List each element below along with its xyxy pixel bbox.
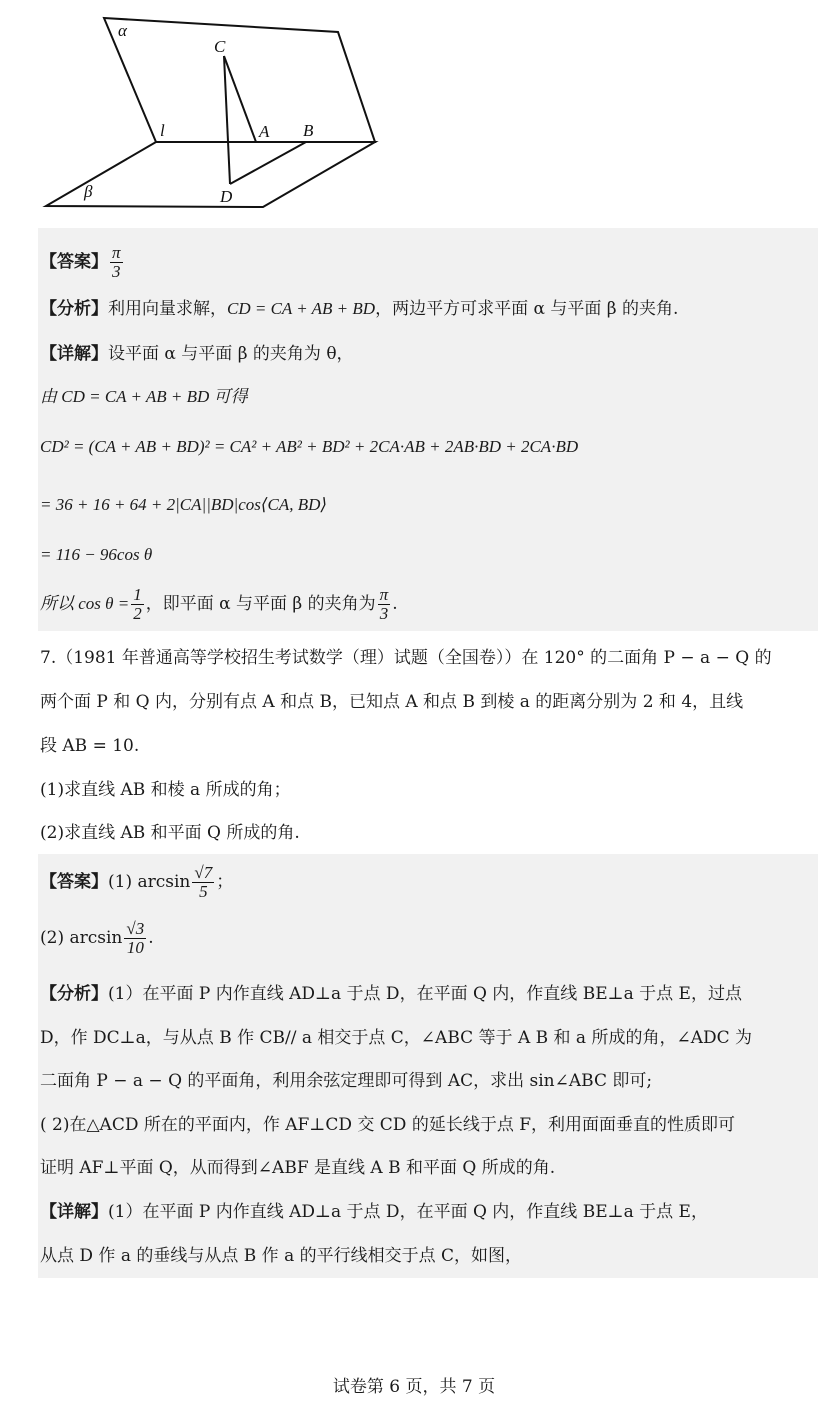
answer-line-2b: (2) arcsin $\frac{√3}{10}$ .	[40, 919, 154, 957]
label-A: A	[259, 122, 270, 141]
problem-7-line-1: 7.（1981 年普通高等学校招生考试数学（理）试题（全国卷））在 120° 的二面角 P − a − Q 的	[40, 648, 772, 668]
derivation-eq-2: = 36 + 16 + 64 + 2|CA||BD|cos⟨CA, BD⟩	[40, 495, 328, 514]
conclusion-line-1: 所以 cos θ = $\frac{1}{2}$ ，即平面 α 与平面 β 的夹角为 $\frac{\pi}{3}$ .	[40, 585, 398, 623]
dihedral-figure	[38, 10, 383, 215]
analysis-line-1: 【分析】利用向量求解，CD = CA + AB + BD，两边平方可求平面 α 与平面 β 的夹角.	[40, 299, 679, 319]
label-beta: β	[84, 182, 93, 201]
label-C: C	[214, 37, 226, 56]
label-D: D	[220, 187, 233, 206]
label-l: l	[160, 121, 165, 140]
problem-7-question-2: (2)求直线 AB 和平面 Q 所成的角.	[40, 823, 300, 843]
analysis-2-line-3: 二面角 P − a − Q 的平面角，利用余弦定理即可得到 AC，求出 sin∠ABC 即可;	[40, 1071, 653, 1091]
answer-line-2: 【答案】(1) arcsin $\frac{√7}{5}$ ；	[40, 863, 234, 901]
problem-7-line-3: 段 AB = 10.	[40, 736, 140, 756]
derivation-eq-3: = 116 − 96cos θ	[40, 545, 153, 564]
plane-alpha	[104, 18, 375, 142]
detail-2-line-2: 从点 D 作 a 的垂线与从点 B 作 a 的平行线相交于点 C，如图，	[40, 1246, 523, 1266]
problem-7-line-2: 两个面 P 和 Q 内，分别有点 A 和点 B，已知点 A 和点 B 到棱 a 的距离分别为 2 和 4，且线	[40, 692, 744, 712]
derivation-eq-1: CD² = (CA + AB + BD)² = CA² + AB² + BD² + 2CA·AB + 2AB·BD + 2CA·BD	[40, 437, 579, 456]
segment-DB	[230, 142, 306, 184]
page-footer: 试卷第 6 页，共 7 页	[332, 1377, 496, 1397]
label-B: B	[303, 121, 314, 140]
problem-7-question-1: (1)求直线 AB 和棱 a 所成的角；	[40, 780, 291, 800]
detail-line-1: 【详解】设平面 α 与平面 β 的夹角为 θ，	[40, 344, 354, 364]
analysis-2-line-5: 证明 AF⊥平面 Q，从而得到∠ABF 是直线 A B 和平面 Q 所成的角.	[40, 1158, 556, 1178]
label-alpha: α	[118, 21, 127, 40]
analysis-2-line-1: 【分析】(1）在平面 P 内作直线 AD⊥a 于点 D，在平面 Q 内，作直线 BE⊥a 于点 E，过点	[40, 984, 742, 1004]
answer-line-1: 【答案】 $\frac{\pi}{3}$	[40, 243, 121, 281]
plane-beta	[46, 142, 375, 207]
derivation-line-from: 由 CD = CA + AB + BD 可得	[40, 387, 248, 406]
analysis-2-line-2: D，作 DC⊥a，与从点 B 作 CB// a 相交于点 C，∠ABC 等于 A B 和 a 所成的角，∠ADC 为	[40, 1028, 753, 1048]
segment-CA	[224, 56, 256, 142]
detail-2-line-1: 【详解】(1）在平面 P 内作直线 AD⊥a 于点 D，在平面 Q 内，作直线 BE⊥a 于点 E，	[40, 1202, 708, 1222]
analysis-2-line-4: ( 2)在△ACD 所在的平面内，作 AF⊥CD 交 CD 的延长线于点 F，利用面面垂直的性质即可	[40, 1115, 736, 1135]
solution-block-1	[38, 228, 818, 631]
segment-CD	[224, 56, 230, 184]
answer-fraction: $\frac{\pi}{3}$	[112, 243, 121, 281]
